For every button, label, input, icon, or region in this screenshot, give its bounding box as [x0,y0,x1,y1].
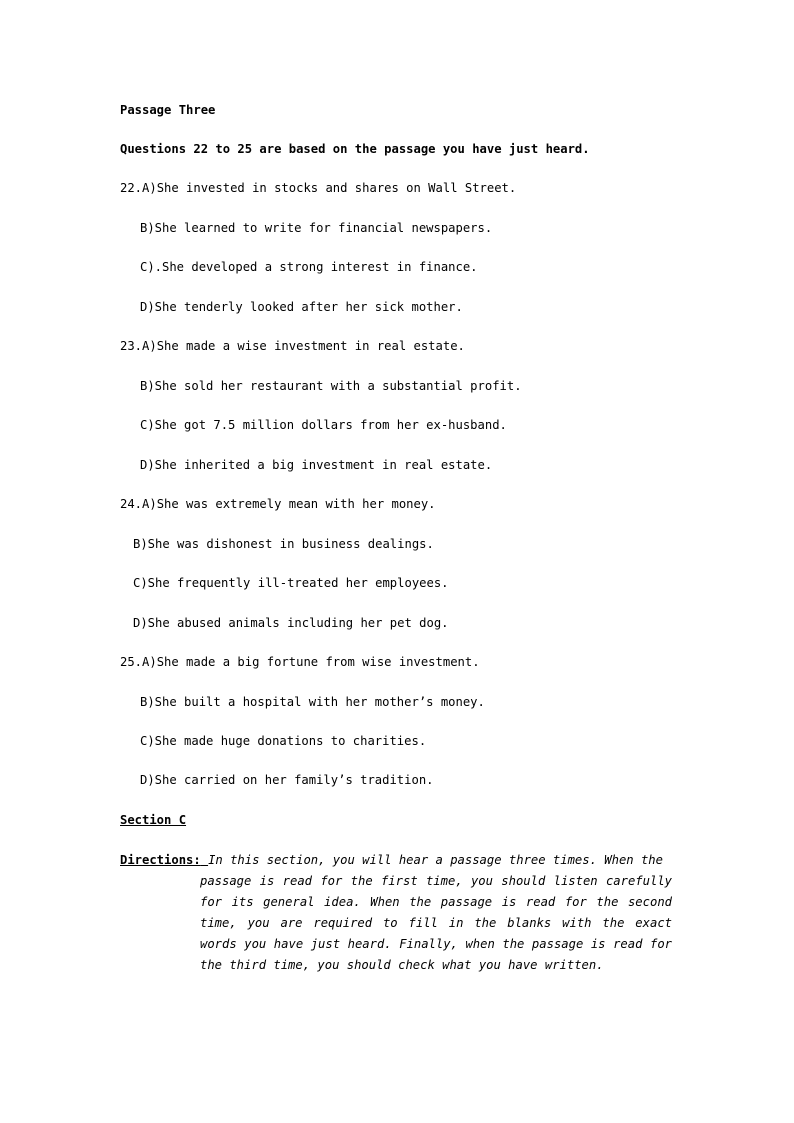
question-24-option-c: C)She frequently ill-treated her employees. [133,576,449,590]
question-22-option-c: C).She developed a strong interest in finance. [140,260,478,274]
option-text: A)She was extremely mean with her money. [142,497,436,511]
question-25-option-d: D)She carried on her family’s tradition. [140,773,434,787]
question-number: 23. [120,339,143,353]
question-number: 24. [120,497,143,511]
directions-first-text: In this section, you will hear a passage three times. When the [208,853,663,867]
question-23-option-c: C)She got 7.5 million dollars from her ex-husband. [140,418,507,432]
section-title: Section C [120,813,187,827]
question-22-option-b: B)She learned to write for financial newspapers. [140,221,493,235]
question-24-option-d: D)She abused animals including her pet dog. [133,616,449,630]
question-25-option-a [120,654,480,670]
question-23-option-a [120,338,465,354]
question-23-option-b: B)She sold her restaurant with a substantial profit. [140,379,522,393]
question-24-option-b: B)She was dishonest in business dealings. [133,537,434,551]
option-text: A)She invested in stocks and shares on Wall Street. [142,181,517,195]
option-text: A)She made a big fortune from wise investment. [142,655,480,669]
passage-title: Passage Three [120,103,216,117]
question-number: 25. [120,655,143,669]
question-23-option-d: D)She inherited a big investment in real estate. [140,458,493,472]
directions-block [120,850,680,976]
question-25-option-c: C)She made huge donations to charities. [140,734,427,748]
questions-intro: Questions 22 to 25 are based on the passage you have just heard. [120,142,590,156]
option-text: A)She made a wise investment in real estate. [142,339,465,353]
question-24-option-a [120,496,436,512]
question-22-option-d: D)She tenderly looked after her sick mother. [140,300,463,314]
directions-text: passage is read for the first time, you should listen carefully for its general idea. When the passage is read for the second time, you are required to fill in the blanks with the exact words you have just heard. Finally, when the passage is read for the third time, you should check what you have written. [200,874,672,972]
question-number: 22. [120,181,143,195]
question-22-option-a [120,180,516,196]
question-25-option-b: B)She built a hospital with her mother’s money. [140,695,485,709]
directions-first-line [120,850,680,871]
directions-label: Directions: [120,853,201,867]
